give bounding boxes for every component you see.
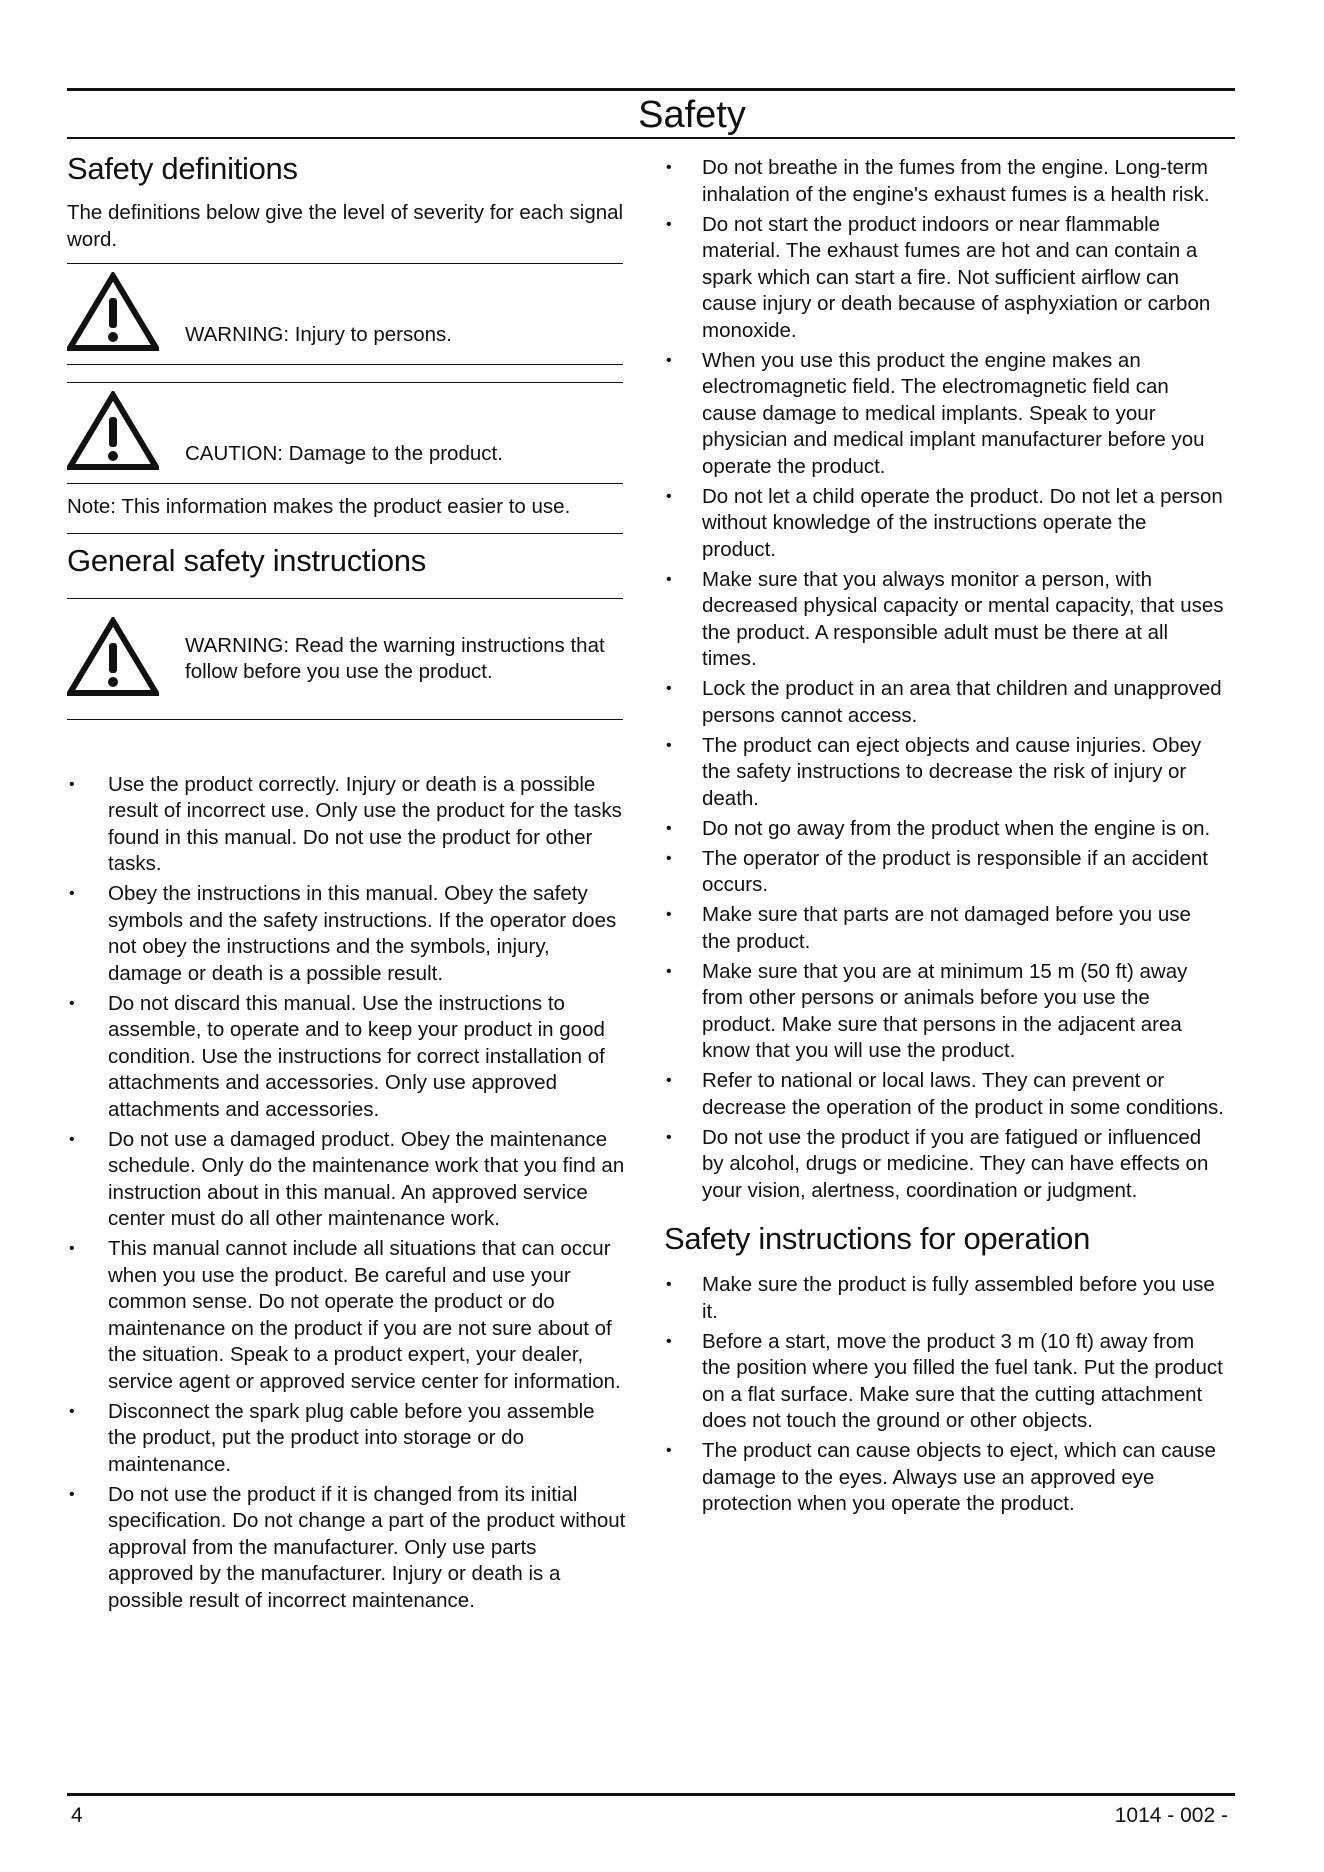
note-description: This information makes the product easier to use. xyxy=(116,495,571,518)
definitions-intro: The definitions below give the level of severity for each signal word. xyxy=(67,201,624,251)
list-item: • Make sure that parts are not damaged before you use the product. xyxy=(664,902,1224,955)
list-item: • Do not let a child operate the product. Do not let a person without knowledge of the instructions operate the product. xyxy=(664,484,1224,564)
note-keyword: Note: xyxy=(67,495,116,518)
document-code: 1014 - 002 - xyxy=(1114,1804,1228,1827)
list-item: • The operator of the product is responsible if an accident occurs. xyxy=(664,846,1224,899)
top-rule xyxy=(67,88,1235,91)
warning-keyword: WARNING: xyxy=(185,633,290,657)
general-safety-list xyxy=(67,772,627,1615)
list-item: • Make sure that you are at minimum 15 m (50 ft) away from other persons or animals before you use the product. Make sure that persons in the adjacent area know that you will use the product. xyxy=(664,959,1224,1065)
heading-general-safety: General safety instructions xyxy=(67,542,426,578)
list-item: • Use the product correctly. Injury or death is a possible result of incorrect use. Only use the product for the tasks found in this manual. Do not use the product for other tasks. xyxy=(67,772,627,878)
operation-safety-list xyxy=(664,1272,1224,1518)
caution-description: Damage to the product. xyxy=(282,442,503,465)
warning-message-general xyxy=(67,611,627,719)
title-rule xyxy=(67,137,1235,139)
caution-message xyxy=(67,383,627,483)
warning-triangle-icon xyxy=(67,617,159,697)
divider xyxy=(67,719,623,720)
note-text xyxy=(67,494,627,521)
warning-keyword: WARNING: xyxy=(185,323,290,346)
heading-safety-operation: Safety instructions for operation xyxy=(664,1221,1091,1256)
list-item: • Do not discard this manual. Use the instructions to assemble, to operate and to keep your product in good condition. Use the instructions for correct installation of attachments and accessories. Only use approved attachments and accessories. xyxy=(67,991,627,1124)
right-column xyxy=(664,155,1224,1521)
divider xyxy=(67,483,623,484)
warning-triangle-icon xyxy=(67,391,159,471)
warning-text xyxy=(185,322,452,349)
list-item: • Obey the instructions in this manual. Obey the safety symbols and the safety instructions. If the operator does not obey the instructions and the symbols, injury, damage or death is a possible result. xyxy=(67,881,627,987)
warning-general-description: Read the warning instructions that follow before you use the product. xyxy=(185,633,605,683)
heading-safety-definitions: Safety definitions xyxy=(67,151,298,186)
page-number: 4 xyxy=(71,1804,83,1827)
list-item: • This manual cannot include all situations that can occur when you use the product. Be careful and use your common sense. Do not operate the product or do maintenance on the product if you are not sure about of the situation. Speak to a product expert, your dealer, service agent or approved service center for information. xyxy=(67,1236,627,1395)
divider xyxy=(67,598,623,599)
list-item: • Do not use the product if you are fatigued or influenced by alcohol, drugs or medicine. They can have effects on your vision, alertness, coordination or judgment. xyxy=(664,1125,1224,1205)
divider xyxy=(67,364,623,365)
divider xyxy=(67,533,623,534)
page-title: Safety xyxy=(638,94,746,136)
list-item: • Before a start, move the product 3 m (10 ft) away from the position where you filled the fuel tank. Put the product on a flat surface. Make sure that the cutting attachment does not touch the ground or other objects. xyxy=(664,1329,1224,1435)
list-item: • Refer to national or local laws. They can prevent or decrease the operation of the product in some conditions. xyxy=(664,1068,1224,1121)
general-safety-list-continued xyxy=(664,155,1224,1204)
warning-description: Injury to persons. xyxy=(289,323,452,346)
caution-keyword: CAUTION: xyxy=(185,442,283,465)
warning-general-text xyxy=(185,633,605,686)
list-item: • Do not breathe in the fumes from the engine. Long-term inhalation of the engine's exhaust fumes is a health risk. xyxy=(664,155,1224,208)
list-item: • Do not use a damaged product. Obey the maintenance schedule. Only do the maintenance work that you find an instruction about in this manual. An approved service center must do all other maintenance work. xyxy=(67,1127,627,1233)
list-item: • Do not use the product if it is changed from its initial specification. Do not change a part of the product without approval from the manufacturer. Only use parts approved by the manufacturer. Injury or death is a possible result of incorrect maintenance. xyxy=(67,1482,627,1615)
list-item: • The product can eject objects and cause injuries. Obey the safety instructions to decrease the risk of injury or death. xyxy=(664,733,1224,813)
list-item: • Lock the product in an area that children and unapproved persons cannot access. xyxy=(664,676,1224,729)
list-item: • When you use this product the engine makes an electromagnetic field. The electromagnetic field can cause damage to medical implants. Speak to your physician and medical implant manufacturer before you operate the product. xyxy=(664,348,1224,481)
left-column xyxy=(67,150,627,1618)
list-item: • Disconnect the spark plug cable before you assemble the product, put the product into storage or do maintenance. xyxy=(67,1399,627,1479)
list-item: • Do not go away from the product when the engine is on. xyxy=(664,816,1224,843)
list-item: • Make sure that you always monitor a person, with decreased physical capacity or mental capacity, that uses the product. A responsible adult must be there at all times. xyxy=(664,567,1224,673)
list-item: • Do not start the product indoors or near flammable material. The exhaust fumes are hot and can contain a spark which can start a fire. Not sufficient airflow can cause injury or death because of asphyxiation or carbon monoxide. xyxy=(664,212,1224,345)
bottom-rule xyxy=(67,1793,1235,1796)
list-item: • Make sure the product is fully assembled before you use it. xyxy=(664,1272,1224,1325)
warning-triangle-icon xyxy=(67,272,159,352)
warning-message xyxy=(67,264,627,364)
caution-text xyxy=(185,441,503,468)
list-item: • The product can cause objects to eject, which can cause damage to the eyes. Always use an approved eye protection when you operate the product. xyxy=(664,1438,1224,1518)
